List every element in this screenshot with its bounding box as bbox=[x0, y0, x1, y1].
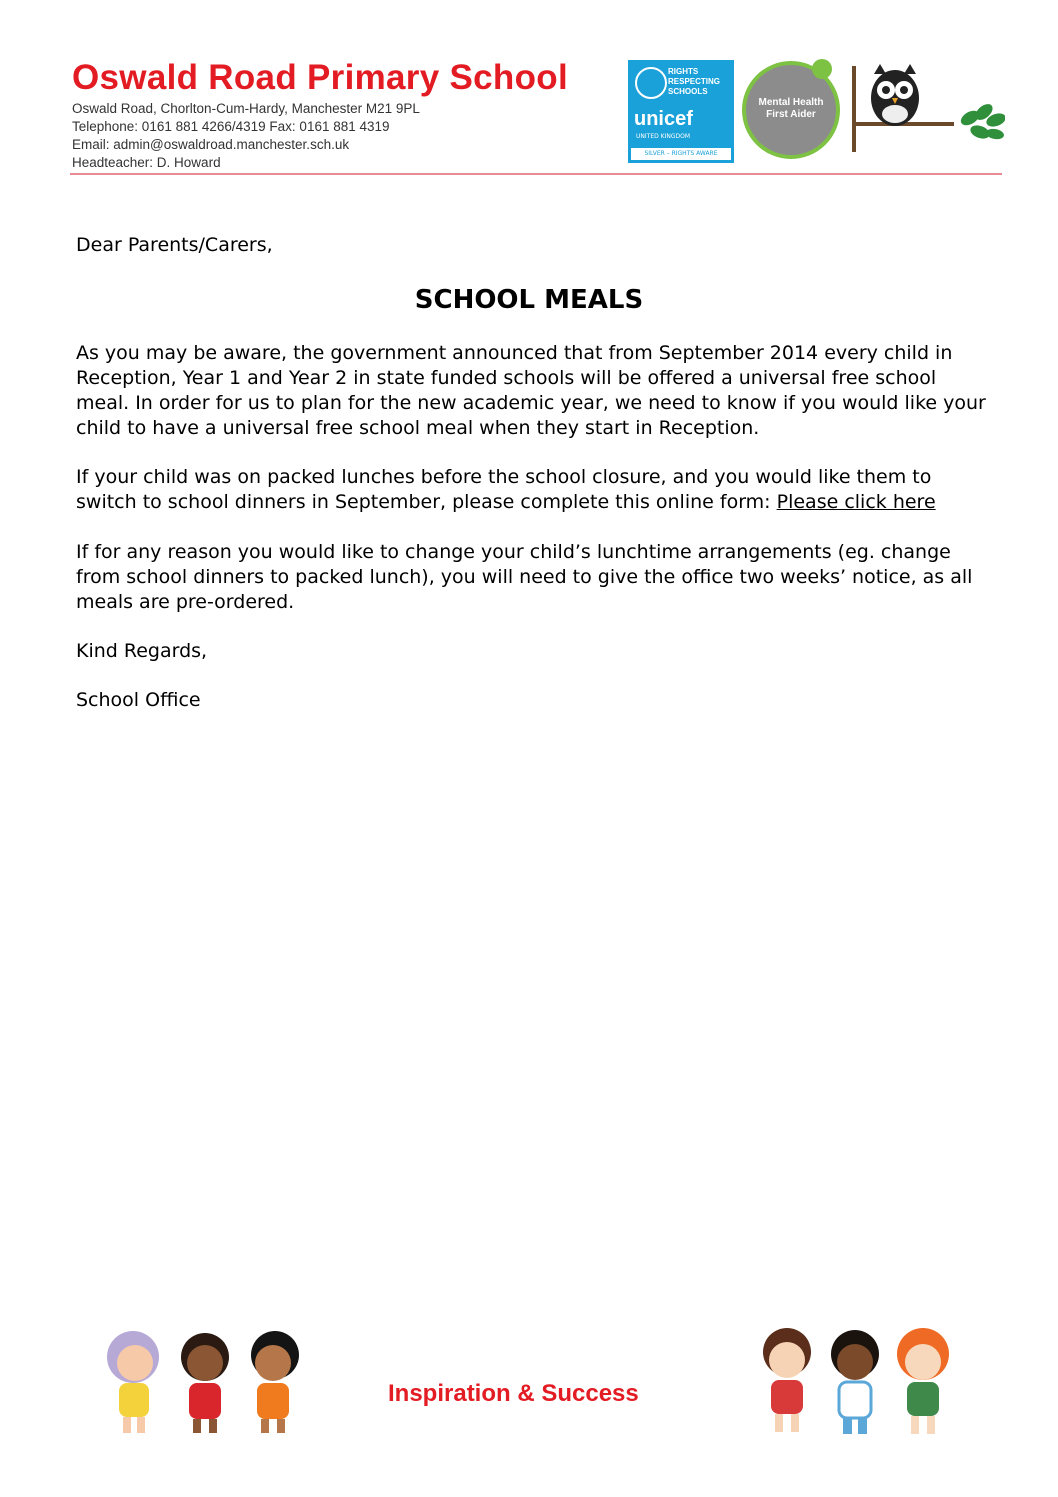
signoff: Kind Regards, bbox=[76, 640, 208, 662]
leaf-icon bbox=[812, 59, 832, 79]
owl-icon bbox=[850, 62, 1005, 154]
online-form-link[interactable]: Please click here bbox=[776, 491, 936, 513]
paragraph-free-meals: As you may be aware, the government announced that from September 2014 every child in Reception, Year 1 and Year 2 in state funded schools will be offered a universal free school meal. In order for us to plan for the new academic year, we need to know if you would like your child to have a universal free school meal when they start in Reception. bbox=[76, 342, 986, 439]
children-illustration-right bbox=[745, 1322, 965, 1442]
letterhead bbox=[70, 58, 1005, 178]
school-address: Oswald Road, Chorlton-Cum-Hardy, Manchester M21 9PL bbox=[72, 101, 420, 116]
paragraph-online-form: If your child was on packed lunches before the school closure, and you would like them to switch to school dinners in September, please complete this online form: Please click here bbox=[76, 466, 936, 513]
signature: School Office bbox=[76, 689, 201, 711]
unicef-wordmark: unicef bbox=[634, 108, 693, 130]
paragraph-lunch-changes: If for any reason you would like to change your child’s lunchtime arrangements (eg. change from school dinners to packed lunch), you will need to give the office two weeks’ notice, as all meals are pre-ordered. bbox=[76, 541, 973, 613]
contact-details bbox=[72, 100, 420, 172]
headteacher: Headteacher: D. Howard bbox=[72, 155, 221, 170]
mental-health-first-aider-badge: Mental Health First Aider bbox=[742, 61, 840, 159]
school-name: Oswald Road Primary School bbox=[72, 58, 568, 97]
globe-icon bbox=[635, 67, 667, 99]
letter-title: SCHOOL MEALS bbox=[414, 285, 644, 315]
header-divider bbox=[70, 173, 1002, 175]
owl-on-branch-icon bbox=[850, 62, 1005, 154]
unicef-rights-respecting-badge: RIGHTS RESPECTING SCHOOLS unicef UNITED KINGDOM SILVER – RIGHTS AWARE bbox=[628, 60, 734, 163]
greeting: Dear Parents/Carers, bbox=[76, 234, 273, 256]
school-slogan: Inspiration & Success bbox=[388, 1380, 639, 1407]
school-telephone: Telephone: 0161 881 4266/4319 Fax: 0161 881 4319 bbox=[72, 119, 390, 134]
children-illustration-left bbox=[95, 1325, 310, 1440]
school-email: Email: admin@oswaldroad.manchester.sch.uk bbox=[72, 137, 350, 152]
